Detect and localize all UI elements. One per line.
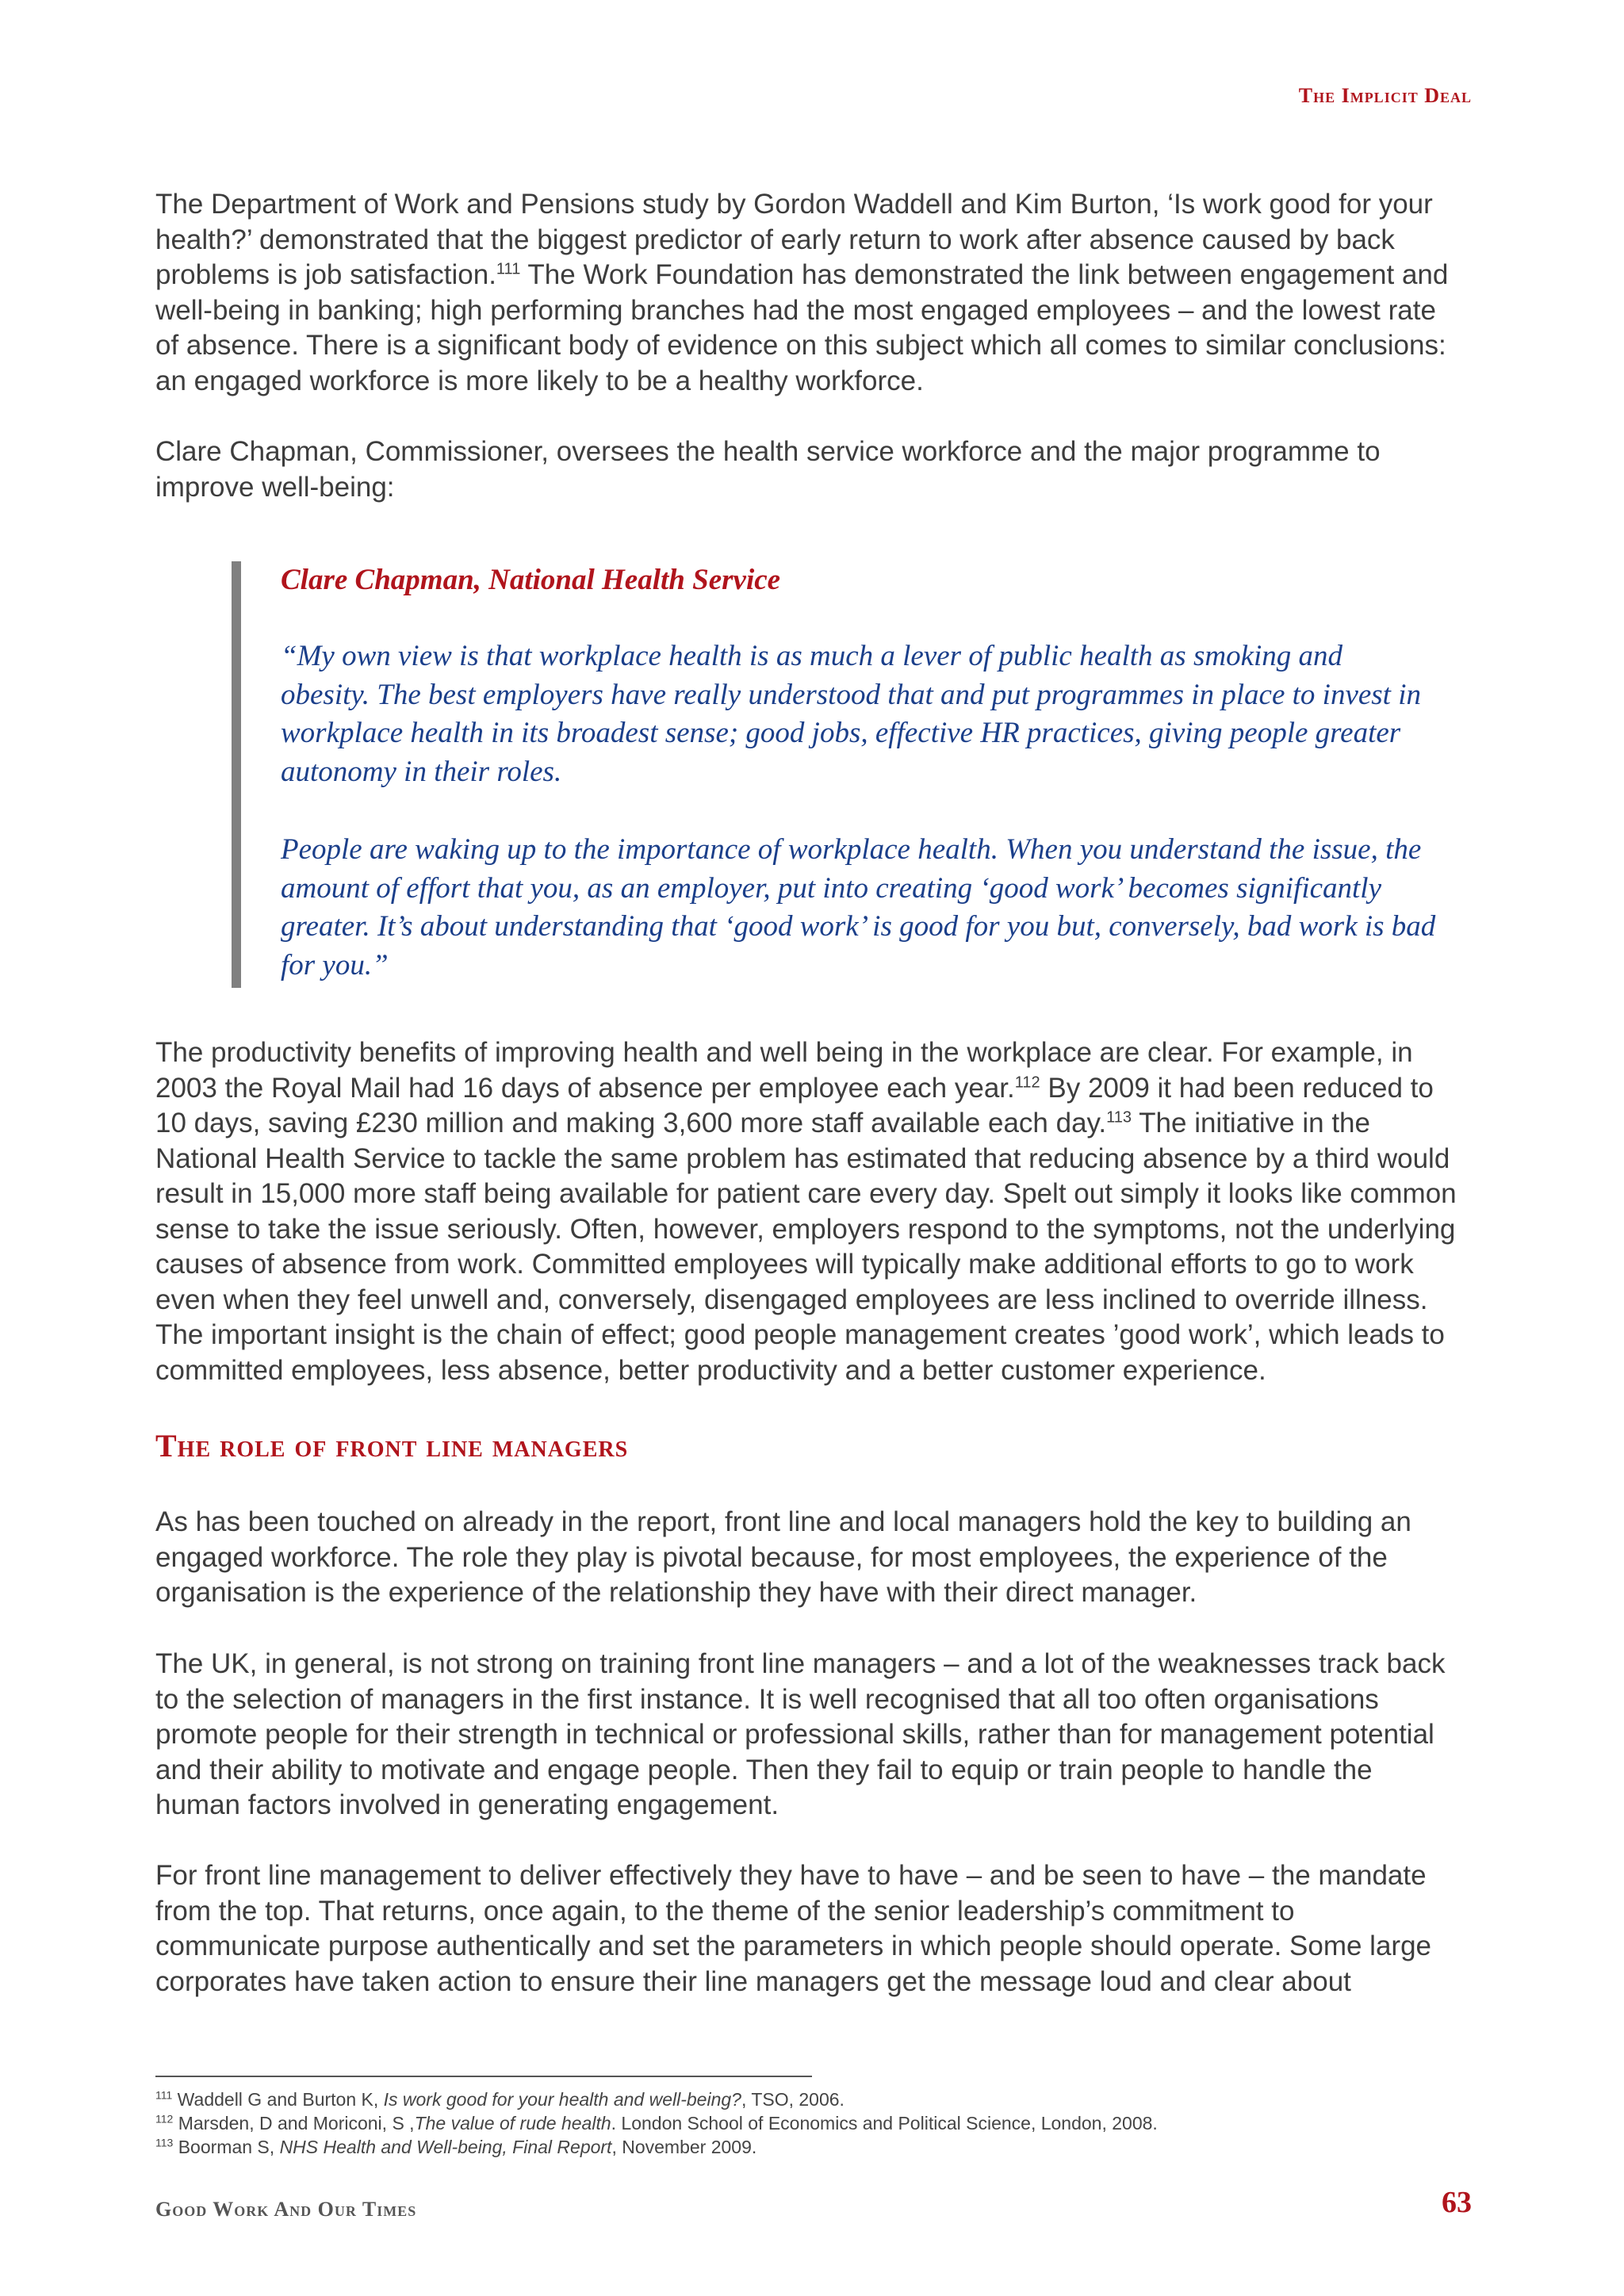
- paragraph-text: By 2009 it had been reduced to 10 days, saving £230 million and making 3,600 more staff available each day.: [155, 1072, 1434, 1138]
- footnote-source-title: The value of rude health: [414, 2113, 611, 2133]
- body-paragraph-4: As has been touched on already in the report, front line and local managers hold the key to building an engaged workforce. The role they play is pivotal because, for most employees, the experience of the organisation is the experience of the relationship they have with their direct manager.: [155, 1506, 1411, 1608]
- footnote-ref-111: 111: [496, 260, 521, 278]
- running-head: The Implicit Deal: [1298, 84, 1472, 107]
- footnote-111: [155, 2088, 845, 2110]
- quote-attribution: Clare Chapman, National Health Service: [281, 564, 781, 596]
- footnote-text: . London School of Economics and Political Science, London, 2008.: [611, 2113, 1158, 2133]
- footnote-text: Waddell G and Burton K,: [177, 2089, 384, 2110]
- footnote-112: [155, 2112, 1158, 2134]
- footnote-text: , November 2009.: [611, 2137, 757, 2157]
- paragraph-text: The Department of Work and Pensions study by Gordon Waddell and Kim Burton, ‘Is work good for your health?’ demonstrated that the biggest predictor of early return to work after absence caused by back problems is job satisfaction.: [155, 189, 1433, 290]
- body-paragraph-1: [155, 187, 1464, 399]
- footer-title: Good Work And Our Times: [155, 2198, 417, 2221]
- quote-paragraph-2: People are waking up to the importance of workplace health. When you understand the issue, the amount of effort that you, as an employer, put into creating ‘good work’ becomes significantly greater. It’s about understanding that ‘good work’ is good for you but, conversely, bad work is bad for you.”: [281, 833, 1436, 982]
- quote-paragraph-1: “My own view is that workplace health is as much a lever of public health as smoking and obesity. The best employers have really understood that and put programmes in place to invest in workplace health in its broadest sense; good jobs, effective HR practices, giving people greater autonomy in their roles.: [281, 640, 1421, 788]
- body-paragraph-3: [155, 1035, 1464, 1388]
- footnote-number: 111: [155, 2088, 173, 2102]
- body-paragraph-5: The UK, in general, is not strong on training front line managers – and a lot of the weaknesses track back to the selection of managers in the first instance. It is well recognised that all too often organisations promote people for their strength in technical or professional skills, rather than for management potential and their ability to motivate and engage people. Then they fail to equip or train people to handle the human factors involved in generating engagement.: [155, 1648, 1446, 1820]
- footnote-113: [155, 2136, 756, 2158]
- footnote-source-title: NHS Health and Well-being, Final Report: [279, 2137, 612, 2157]
- footnote-ref-112: 112: [1014, 1073, 1040, 1091]
- body-paragraph-6: For front line management to deliver effectively they have to have – and be seen to have – the mandate from the top. That returns, once again, to the theme of the senior leadership’s commitment to communicate purpose authentically and set the parameters in which people should operate. Some large corporates have taken action to ensure their line managers get the message loud and clear about: [155, 1860, 1432, 1997]
- body-paragraph-2: Clare Chapman, Commissioner, oversees the health service workforce and the major programme to improve well-being:: [155, 436, 1381, 503]
- footnote-source-title: Is work good for your health and well-being?: [383, 2089, 741, 2110]
- footnote-text: , TSO, 2006.: [741, 2089, 845, 2110]
- footnote-number: 112: [155, 2112, 174, 2126]
- paragraph-text: The Work Foundation has demonstrated the link between engagement and well-being in banking; high performing branches had the most engaged employees – and the lowest rate of absence. There is a significant body of evidence on this subject which all comes to similar conclusions: an engaged workforce is more likely to be a healthy workforce.: [155, 259, 1449, 396]
- footnote-ref-113: 113: [1106, 1108, 1132, 1127]
- section-heading: The role of front line managers: [155, 1428, 629, 1464]
- footnote-divider: [155, 2076, 812, 2077]
- footnote-text: Marsden, D and Moriconi, S ,: [178, 2113, 415, 2133]
- paragraph-text: The productivity benefits of improving health and well being in the workplace are clear. For example, in 2003 the Royal Mail had 16 days of absence per employee each year.: [155, 1037, 1413, 1104]
- footnote-number: 113: [155, 2136, 174, 2149]
- pull-quote: [232, 561, 1454, 988]
- footnote-text: Boorman S,: [178, 2137, 280, 2157]
- paragraph-text: The initiative in the National Health Service to tackle the same problem has estimated that reducing absence by a third would result in 15,000 more staff being available for patient care every day. Spelt out simply it looks like common sense to take the issue seriously. Often, however, employers respond to the symptoms, not the underlying causes of absence from work. Committed employees will typically make additional efforts to go to work even when they feel unwell and, conversely, disengaged employees are less inclined to override illness. The important insight is the chain of effect; good people management creates ’good work’, which leads to committed employees, less absence, better productivity and a better customer experience.: [155, 1108, 1457, 1386]
- page-number: 63: [1442, 2186, 1472, 2219]
